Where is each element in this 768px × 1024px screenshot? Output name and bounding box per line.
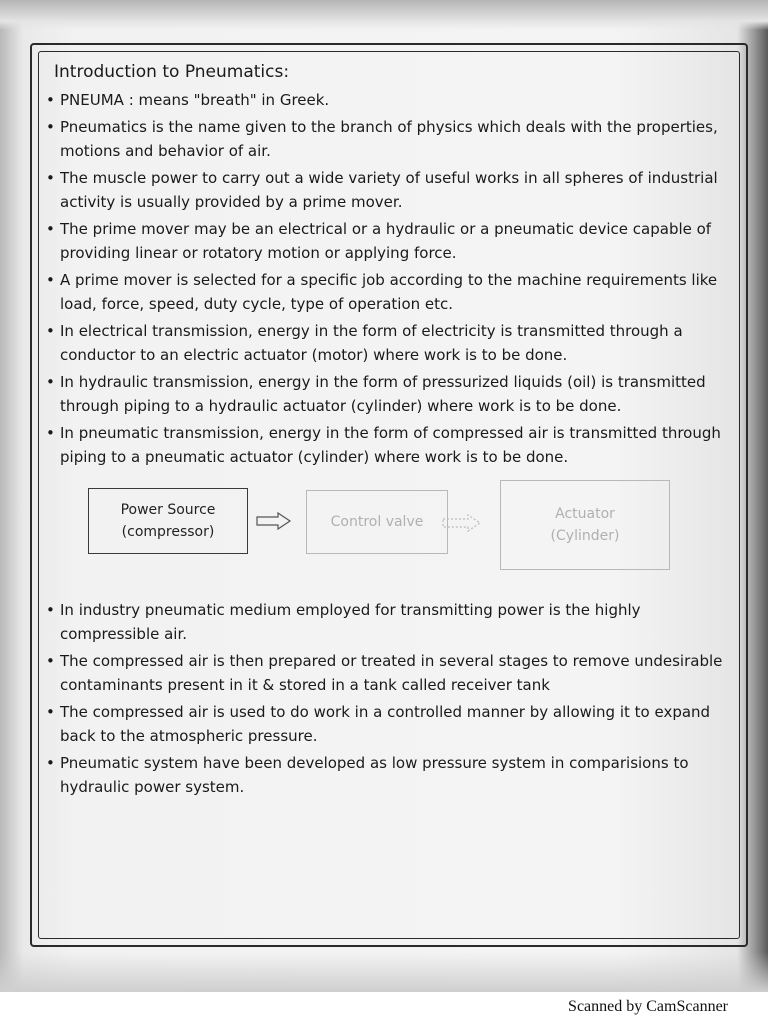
block-diagram [44, 480, 740, 592]
bullet-item: • In industry pneumatic medium employed for transmitting power is the highly compressible air. [44, 598, 740, 647]
actuator-label: Actuator [555, 505, 615, 522]
page-title: Introduction to Pneumatics: [54, 62, 290, 82]
bullet-list-top [44, 88, 740, 470]
bullet-item: • In hydraulic transmission, energy in the form of pressurized liquids (oil) is transmitted through piping to a hydraulic actuator (cylinder) where work is to be done. [44, 370, 740, 419]
actuator-sublabel: (Cylinder) [550, 527, 620, 544]
arrow-right-icon [442, 514, 482, 532]
bullet-item: • The prime mover may be an electrical or a hydraulic or a pneumatic device capable of providing linear or rotatory motion or applying force. [44, 217, 740, 266]
scanner-watermark: Scanned by CamScanner [568, 998, 728, 1015]
control-valve-label: Control valve [330, 513, 424, 530]
bullet-list-bottom [44, 598, 740, 800]
power-source-label: Power Source [120, 501, 216, 518]
bullet-item: • A prime mover is selected for a specific job according to the machine requirements like load, force, speed, duty cycle, type of operation etc. [44, 268, 740, 317]
arrow-right-icon [256, 512, 292, 530]
bullet-item: • The muscle power to carry out a wide variety of useful works in all spheres of industrial activity is usually provided by a prime mover. [44, 166, 740, 215]
bullet-item: • In pneumatic transmission, energy in the form of compressed air is transmitted through piping to a pneumatic actuator (cylinder) where work is to be done. [44, 421, 740, 470]
power-source-box [88, 488, 248, 554]
notes-content [44, 58, 740, 802]
power-source-sublabel: (compressor) [121, 523, 215, 540]
control-valve-box [306, 490, 448, 554]
bullet-item: • The compressed air is used to do work in a controlled manner by allowing it to expand back to the atmospheric pressure. [44, 700, 740, 749]
bullet-item: • Pneumatics is the name given to the branch of physics which deals with the properties, motions and behavior of air. [44, 115, 740, 164]
bullet-item: • Pneumatic system have been developed as low pressure system in comparisions to hydraulic power system. [44, 751, 740, 800]
bullet-item: • The compressed air is then prepared or treated in several stages to remove undesirable contaminants present in it & stored in a tank called receiver tank [44, 649, 740, 698]
actuator-box [500, 480, 670, 570]
bullet-item: • In electrical transmission, energy in the form of electricity is transmitted through a conductor to an electric actuator (motor) where work is to be done. [44, 319, 740, 368]
bullet-item: • PNEUMA : means "breath" in Greek. [44, 88, 740, 113]
